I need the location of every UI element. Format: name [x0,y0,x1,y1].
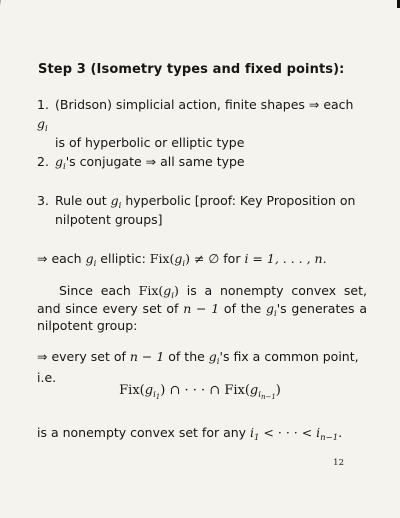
list-item-2 [37,152,357,171]
paragraph-text-1: Since each [59,283,139,298]
list-item-3-line-1 [37,191,357,210]
i-subscript: i [118,201,122,211]
fix-operator: Fix( [149,251,175,266]
sub-subscript-n-minus-1: n−1 [260,393,276,401]
common-text-2: of the [164,349,209,364]
less-than-chain: < · · · < [259,425,317,440]
elliptic-text-2: elliptic: [96,251,150,266]
fix-close: ) [160,383,166,398]
list-item-2-text: 's conjugate ⇒ all same type [65,154,245,169]
i-subscript: i [258,390,261,400]
g-variable: g [249,383,259,398]
g-variable: g [144,383,154,398]
i-subscript: i [45,124,48,134]
i-subscript: i [63,162,66,172]
elliptic-text-1: each [47,251,86,266]
sub-subscript-1: 1 [155,393,161,401]
i-subscript: i [93,259,97,269]
list-item-2-line-1 [37,152,357,171]
common-point-line [37,347,367,366]
explanation-paragraph [37,282,367,335]
ie-text: i.e. [37,370,57,385]
implies-arrow: ⇒ [37,251,48,266]
fix-operator: Fix( [119,383,145,398]
implies-arrow: ⇒ [37,349,48,364]
g-variable: g [163,283,172,298]
common-text-3: 's fix a common point, [219,349,359,364]
page-edge-line [0,0,1,62]
for-text: for [219,251,245,266]
g-variable: g [55,154,64,169]
list-item-2-number: 2. [37,154,49,169]
list-item-3-number: 3. [37,193,49,208]
i-variable: i [250,425,255,440]
list-item-3-line-2: nilpotent groups] [55,212,163,227]
list-item-3 [37,191,357,229]
list-item-1-line-1 [37,95,357,133]
common-text-1: every set of [47,349,130,364]
list-item-3-text-pre: Rule out [55,193,111,208]
n-minus-one: n − 1 [129,349,165,364]
final-period: . [338,425,343,440]
g-variable: g [85,251,94,266]
list-item-1 [37,95,357,152]
page-number: 12 [333,458,344,468]
i-subscript: i [153,390,156,400]
sub-subscript-n-minus-1: n−1 [320,433,339,443]
fix-close: ) [185,251,190,266]
step-heading: Step 3 (Isometry types and fixed points): [38,62,345,77]
paragraph-text-4: 's generates a nilpotent group: [37,300,367,333]
not-empty-symbol: ≠ ∅ [190,251,220,266]
i-subscript: i [182,259,186,269]
fix-close: ) [275,383,281,398]
fix-close: ) [174,283,179,298]
g-variable: g [110,193,119,208]
intersection-dots: ∩ · · · ∩ [165,383,225,398]
i-subscript: i [274,308,277,319]
paragraph-text-2: is a nonempty convex set, and since every set of [37,283,367,316]
i-subscript: i [216,357,220,367]
list-item-3-text-post: hyperbolic [proof: Key Proposition on [121,193,356,208]
final-text: is a nonempty convex set for any [37,425,251,440]
g-variable: g [208,349,217,364]
n-minus-one: n − 1 [183,300,220,316]
g-variable: g [266,300,275,316]
sub-subscript-1: 1 [254,433,260,443]
list-item-1-number: 1. [37,97,49,112]
i-variable: i [316,425,321,440]
index-range: i = 1, . . . , n. [244,251,327,266]
fix-operator: Fix( [138,283,164,298]
final-statement [37,423,367,442]
fix-operator: Fix( [224,383,250,398]
paragraph-text-3: of the [219,300,266,316]
intersection-formula [0,383,400,401]
g-variable: g [174,251,183,266]
elliptic-conclusion [37,249,367,268]
g-variable: g [37,116,46,131]
i-subscript: i [171,291,175,301]
index-subscript [258,390,276,400]
list-item-1-line-2: is of hyperbolic or elliptic type [55,135,245,150]
list-item-1-text: (Bridson) simplicial action, finite shapes ⇒ each [55,97,354,112]
